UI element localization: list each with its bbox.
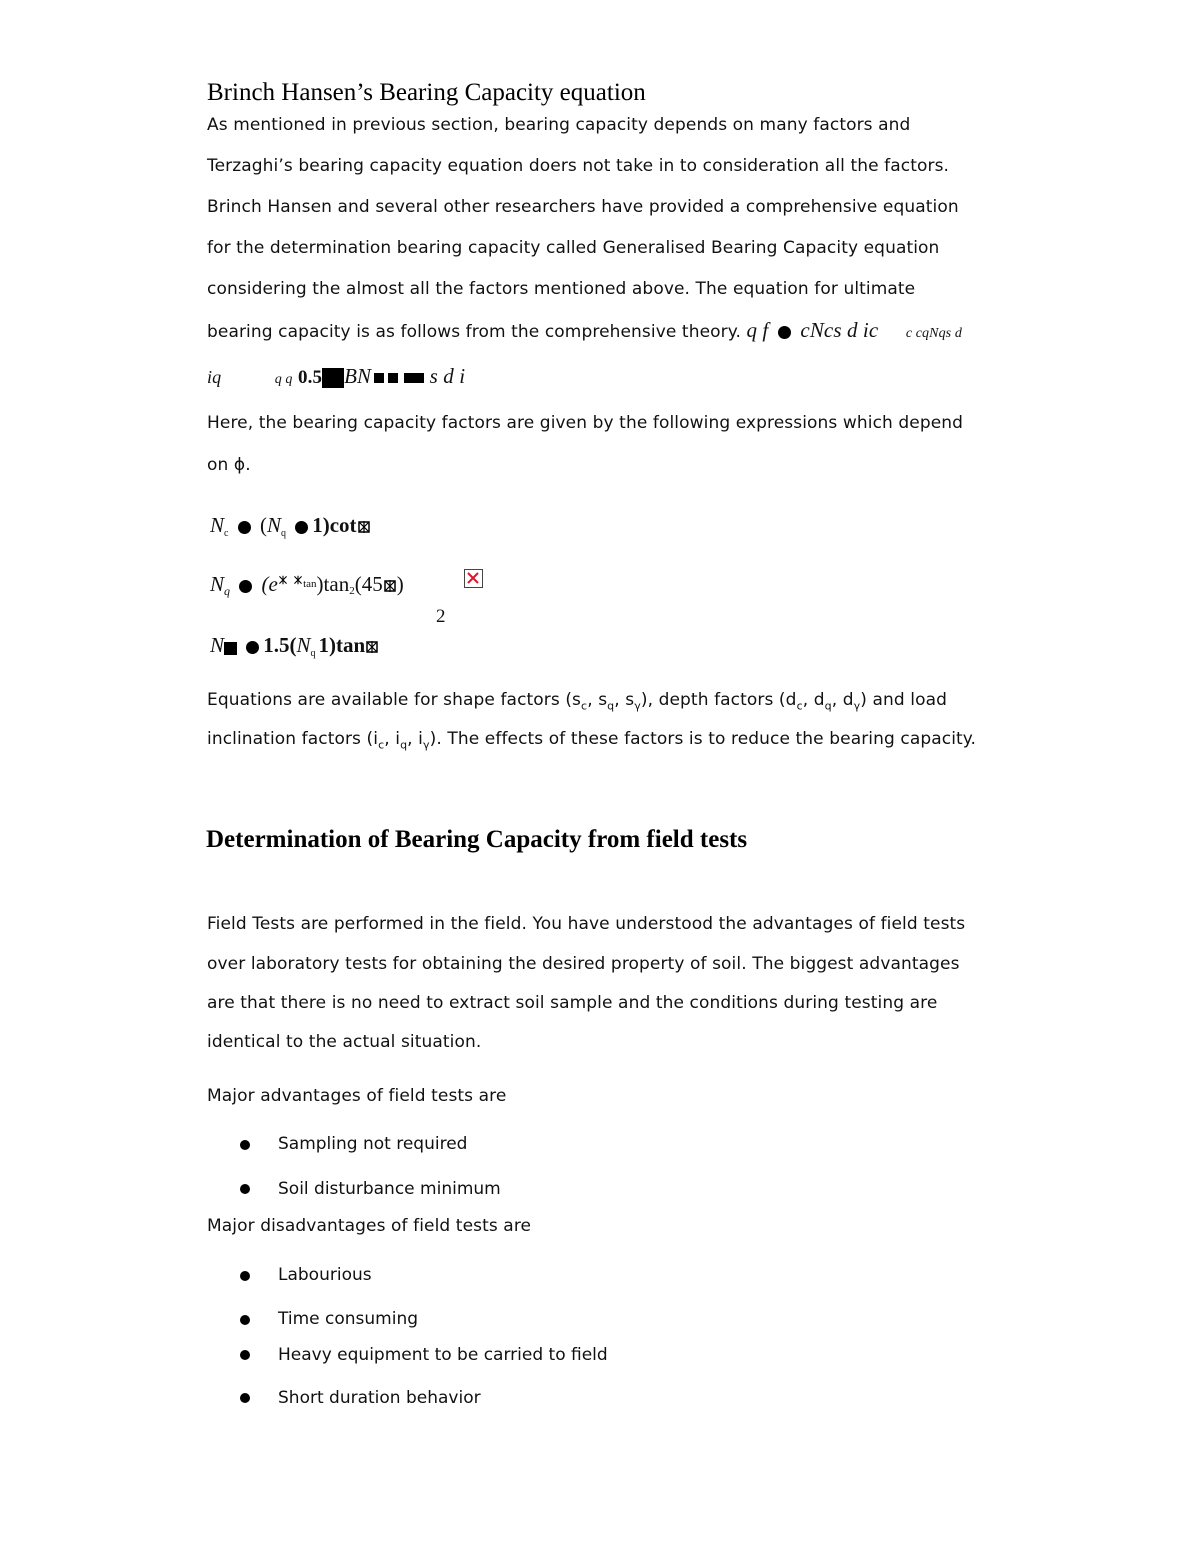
paragraph-line-with-equation [207,318,962,343]
equation-term-q: c cqNqs d [905,326,962,341]
subscript: q [824,699,832,713]
equation-subscript: q [310,648,316,659]
equation-symbol: N [266,513,281,537]
minus-glyph-icon [295,521,308,534]
subscript: c [581,699,588,713]
paragraph-text: bearing capacity is as follows from the comprehensive theory. [207,322,741,342]
glyph-missing-icon [357,520,371,534]
subscript: q [400,738,408,752]
paragraph-line: over laboratory tests for obtaining the desired property of soil. The biggest advantages [207,954,960,974]
equation-term-c: cNcs d ic [800,318,879,342]
list-item: Labourious [278,1265,372,1285]
equation-bn: BN [344,364,372,388]
equation-symbol: N [210,513,225,537]
equation-line-continued [207,364,465,389]
equals-glyph-icon [246,641,259,654]
subscript: γ [634,699,641,713]
glyph-missing-icon [365,640,379,654]
section-heading-brinch-hansen: Brinch Hansen’s Bearing Capacity equation [207,79,646,106]
equation-nc [210,513,371,539]
list-heading-advantages: Major advantages of field tests are [207,1086,507,1106]
equation-ngamma [210,633,379,659]
paragraph-line: considering the almost all the factors mentioned above. The equation for ultimate [207,279,916,299]
paragraph-text: ) and load [860,690,948,710]
glyph-missing-icon [374,373,384,383]
paragraph-text: , i [407,729,424,749]
equation-exp: (e [261,572,278,596]
paragraph-line: Here, the bearing capacity factors are given by the following expressions which depend [207,413,964,433]
equation-qf: q f [746,318,769,342]
paragraph-line: are that there is no need to extract soil sample and the conditions during testing are [207,993,938,1013]
paragraph-text: , d [831,690,854,710]
equation-symbol: N [210,633,225,657]
list-item: Time consuming [278,1309,419,1329]
paragraph-line-factors [207,729,976,751]
equation-paren: ( [259,513,267,537]
glyph-missing-icon [322,368,344,388]
bullet-icon [240,1271,250,1281]
subscript: γ [423,738,430,752]
bullet-icon [240,1184,250,1194]
paragraph-line: identical to the actual situation. [207,1032,482,1052]
glyph-missing-icon [404,373,424,383]
equation-paren: ) [396,572,404,596]
subscript: γ [853,699,861,713]
bullet-icon [240,1140,250,1150]
list-item: Short duration behavior [278,1388,481,1408]
paragraph-text: , d [802,690,825,710]
equation-nq [210,572,404,599]
subscript: c [796,699,803,713]
equation-qq: q q [274,372,293,387]
paragraph-line: Field Tests are performed in the field. You have understood the advantages of field tests [207,914,966,934]
subscript: q [607,699,615,713]
bullet-icon [240,1350,250,1360]
equation-symbol: N [296,633,311,657]
paragraph-text: Equations are available for shape factors (s [207,690,582,710]
subscript: c [378,738,385,752]
equation-subscript: q [280,528,286,539]
list-item: Heavy equipment to be carried to field [278,1345,608,1365]
equation-subscript: q [224,584,231,598]
equation-denominator: 2 [436,606,446,627]
paragraph-text: , s [587,690,608,710]
list-heading-disadvantages: Major disadvantages of field tests are [207,1216,532,1236]
bullet-icon [240,1315,250,1325]
glyph-missing-icon [278,575,288,585]
paragraph-line: for the determination bearing capacity called Generalised Bearing Capacity equation [207,238,940,258]
equation-square: 2 [349,585,355,597]
equation-half: 0.5 [298,367,323,388]
equals-glyph-icon [239,580,252,593]
equation-symbol: N [210,572,225,596]
equation-text: (45 [354,572,383,596]
equation-subscript: c [224,528,229,539]
bullet-icon [240,1393,250,1403]
paragraph-text: ). The effects of these factors is to reduce the bearing capacity. [429,729,977,749]
paragraph-line: As mentioned in previous section, bearing capacity depends on many factors and [207,115,911,135]
glyph-missing-icon [383,579,397,593]
equation-iq: iq [207,367,222,387]
list-item: Soil disturbance minimum [278,1179,501,1199]
glyph-missing-icon [224,642,237,655]
paragraph-text: inclination factors (i [207,729,379,749]
equation-text: 1.5( [263,633,297,657]
list-item: Sampling not required [278,1134,468,1154]
equation-text: 1)cot [312,513,357,537]
paragraph-line: Brinch Hansen and several other researchers have provided a comprehensive equation [207,197,959,217]
paragraph-text: , i [384,729,401,749]
paragraph-line-factors [207,690,947,712]
paragraph-line: on ϕ. [207,455,251,475]
equals-glyph-icon [238,521,251,534]
broken-image-icon [464,569,483,588]
paragraph-text: ), depth factors (d [640,690,797,710]
glyph-missing-icon [293,575,303,585]
equation-text: )tan [316,572,350,596]
equals-glyph-icon [778,326,791,339]
equation-text: 1)tan [318,633,366,657]
glyph-missing-icon [388,373,398,383]
section-heading-field-tests: Determination of Bearing Capacity from field tests [206,826,748,853]
paragraph-text: , s [614,690,635,710]
equation-sdi: s d i [429,364,466,388]
equation-tan-exponent: tan [303,578,317,590]
paragraph-line: Terzaghi’s bearing capacity equation doers not take in to consideration all the factors. [207,156,950,176]
